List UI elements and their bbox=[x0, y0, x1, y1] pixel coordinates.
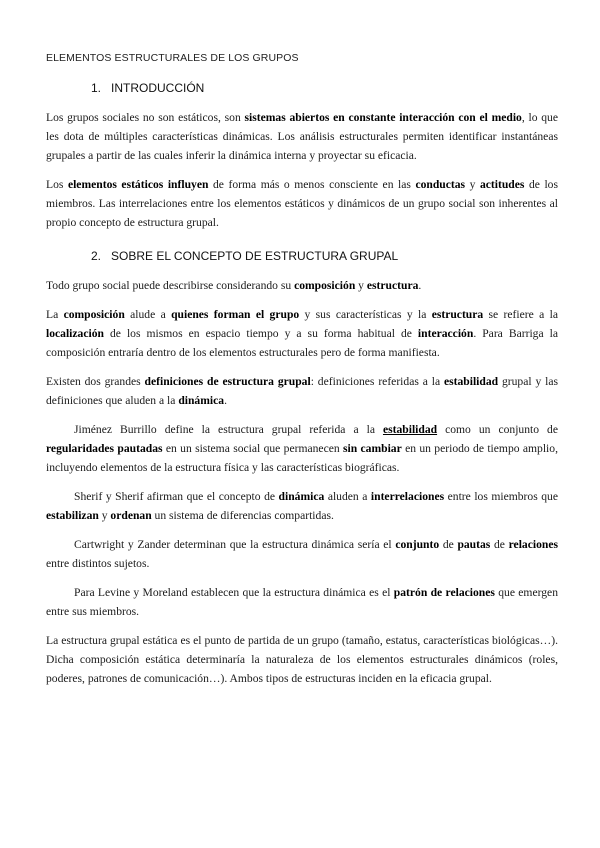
section-number: 2. bbox=[91, 249, 102, 263]
document-page bbox=[46, 52, 558, 698]
paragraph-estructura-estatica: La estructura grupal estática es el punto de partida de un grupo (tamaño, estatus, características biológicas…). Dicha composición estática determinaría la naturaleza de los elementos estructurales dinámicos (roles, poderes, patrones de comunicación…). Ambos tipos de estructuras inciden en la eficacia grupal. bbox=[46, 634, 558, 685]
paragraph-composicion-definicion: La composición alude a quienes forman el grupo y sus características y la estructura se refiere a la localización de los mismos en espacio tiempo y a su forma habitual de interacción. Para Barriga la composición entraría dentro de los elementos estructurales pero de forma manifiesta. bbox=[46, 308, 559, 359]
paragraph-levine-moreland: Para Levine y Moreland establecen que la estructura dinámica es el patrón de relaciones que emergen entre sus miembros. bbox=[46, 586, 558, 618]
section-heading-introduccion bbox=[91, 81, 558, 95]
paragraph-dos-definiciones: Existen dos grandes definiciones de estructura grupal: definiciones referidas a la estabilidad grupal y las definiciones que aluden a la dinámica. bbox=[46, 375, 558, 407]
intro-paragraph-1: Los grupos sociales no son estáticos, son sistemas abiertos en constante interacción con el medio, lo que les dota de múltiples características dinámicas. Los análisis estructurales permiten identificar instantáneas grupales a partir de las cuales inferir la dinámica interna y proyectar su eficacia. bbox=[46, 111, 558, 162]
document-title: ELEMENTOS ESTRUCTURALES DE LOS GRUPOS bbox=[46, 52, 299, 64]
intro-paragraph-2: Los elementos estáticos influyen de forma más o menos consciente en las conductas y actitudes de los miembros. Las interrelaciones entre los elementos estáticos y dinámicos de un grupo social son inherentes al propio concepto de estructura grupal. bbox=[46, 178, 558, 229]
paragraph-composicion-estructura: Todo grupo social puede describirse considerando su composición y estructura. bbox=[46, 279, 422, 292]
paragraph-sherif: Sherif y Sherif afirman que el concepto de dinámica aluden a interrelaciones entre los miembros que estabilizan y ordenan un sistema de diferencias compartidas. bbox=[46, 490, 558, 522]
section-title: INTRODUCCIÓN bbox=[111, 81, 205, 95]
paragraph-jimenez-burrillo: Jiménez Burrillo define la estructura grupal referida a la estabilidad como un conjunto de regularidades pautadas en un sistema social que permanecen sin cambiar en un periodo de tiempo amplio, incluyendo elementos de la estructura física y las características biográficas. bbox=[46, 423, 558, 474]
paragraph-cartwright-zander: Cartwright y Zander determinan que la estructura dinámica sería el conjunto de pautas de relaciones entre distintos sujetos. bbox=[46, 538, 558, 570]
section-number: 1. bbox=[91, 81, 102, 95]
section-title: SOBRE EL CONCEPTO DE ESTRUCTURA GRUPAL bbox=[111, 249, 399, 263]
section-heading-estructura-grupal bbox=[91, 249, 558, 263]
